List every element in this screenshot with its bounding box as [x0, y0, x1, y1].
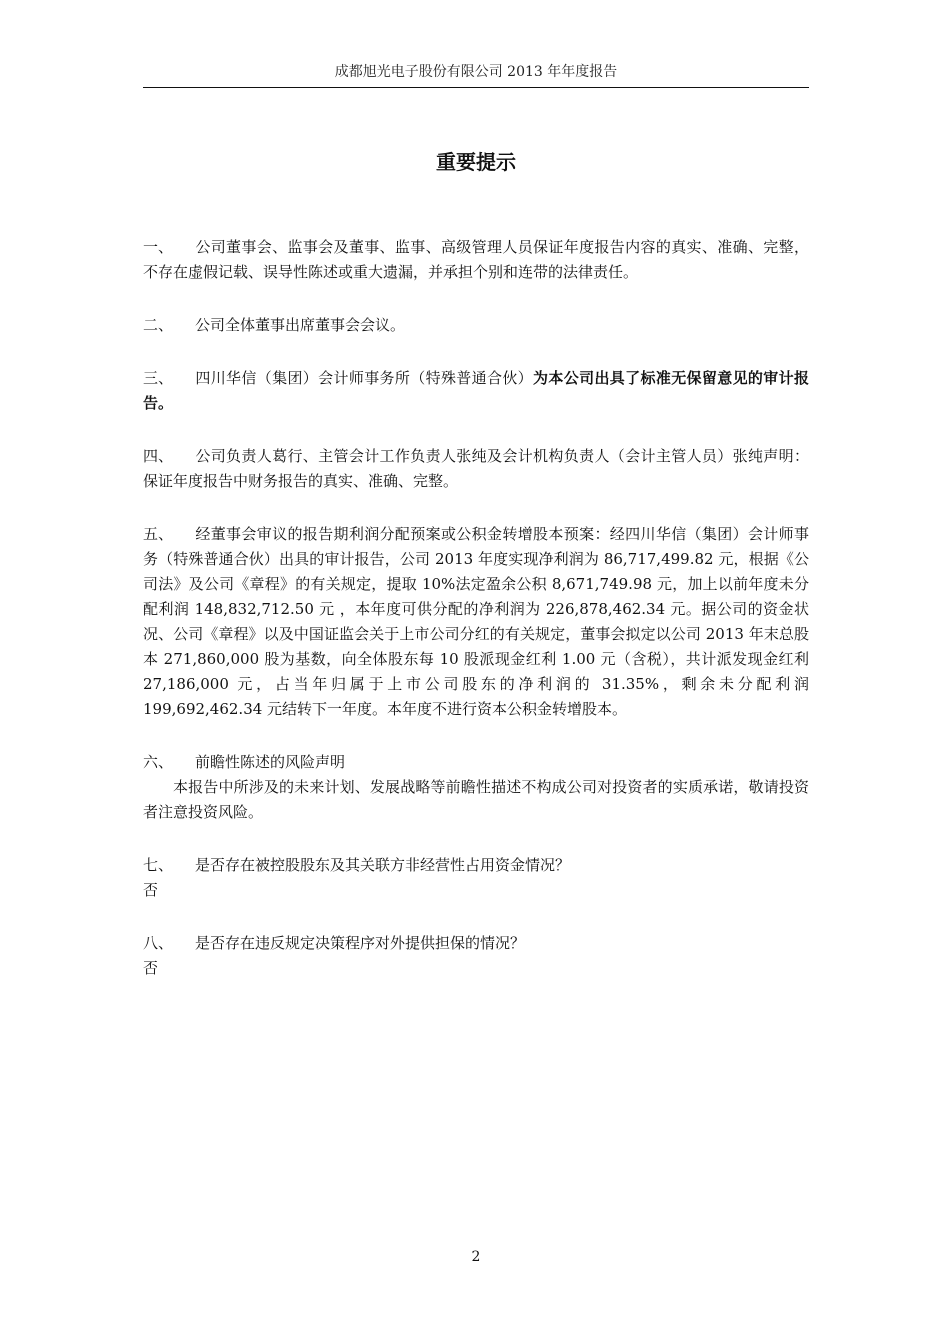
header-divider — [143, 87, 809, 88]
item-text: 前瞻性陈述的风险声明 — [195, 753, 346, 771]
notice-item-1 — [143, 235, 809, 285]
notice-item-4 — [143, 444, 809, 494]
item-text: 是否存在被控股股东及其关联方非经营性占用资金情况？ — [195, 856, 571, 874]
item-text: 是否存在违反规定决策程序对外提供担保的情况？ — [195, 934, 526, 952]
notice-item-3 — [143, 366, 809, 416]
page-header: 成都旭光电子股份有限公司 2013 年年度报告 — [334, 64, 618, 80]
item-number: 七、 — [143, 856, 174, 874]
item-number: 二、 — [143, 316, 174, 334]
item-answer: 否 — [143, 959, 159, 977]
item-text: 公司负责人葛行、主管会计工作负责人张纯及会计机构负责人（会计主管人员）张纯声明：保证年度报告中财务报告的真实、准确、完整。 — [143, 447, 809, 490]
page-title: 重要提示 — [436, 150, 516, 174]
item-text: 公司全体董事出席董事会会议。 — [195, 316, 406, 334]
notice-item-2 — [143, 313, 809, 338]
item-answer: 否 — [143, 881, 159, 899]
notice-item-6 — [143, 750, 809, 825]
item-number: 一、 — [143, 238, 174, 256]
item-number: 四、 — [143, 447, 174, 465]
notice-item-5 — [143, 522, 809, 722]
notice-item-8 — [143, 931, 809, 981]
item-number: 五、 — [143, 525, 174, 543]
notice-list — [143, 235, 809, 1009]
item-text: 公司董事会、监事会及董事、监事、高级管理人员保证年度报告内容的真实、准确、完整，不存在虚假记载、误导性陈述或重大遗漏，并承担个别和连带的法律责任。 — [143, 238, 809, 281]
audit-opinion-text: 为本公司出具了标准无保留意见的审计报告。 — [143, 369, 809, 412]
page-number: 2 — [471, 1249, 481, 1265]
risk-statement-body: 本报告中所涉及的未来计划、发展战略等前瞻性描述不构成公司对投资者的实质承诺，敬请投资者注意投资风险。 — [143, 778, 809, 821]
item-text: 四川华信（集团）会计师事务所（特殊普通合伙） — [195, 369, 534, 387]
item-number: 三、 — [143, 369, 174, 387]
notice-item-7 — [143, 853, 809, 903]
item-number: 六、 — [143, 753, 174, 771]
item-text: 经董事会审议的报告期利润分配预案或公积金转增股本预案：经四川华信（集团）会计师事务（特殊普通合伙）出具的审计报告，公司 2013 年度实现净利润为 86,717,499.82 元，根据《公司法》及公司《章程》的有关规定，提取 10%法定盈余公积 8,671,749.98 元，加上以前年度未分配利润 148,832,712.50 元 ，本年度可供分配的净利润为 226,878,462.34 元。据公司的资金状况、公司《章程》以及中国证监会关于上市公司分红的有关规定，董事会拟定以公司 2013 年末总股本 271,860,000 股为基数，向全体股东每 10 股派现金红利 1.00 元（含税），共计派发现金红利 27,186,000 元，占当年归属于上市公司股东的净利润的 31.35%，剩余未分配利润 199,692,462.34 元结转下一年度。本年度不进行资本公积金转增股本。 — [143, 525, 809, 718]
item-number: 八、 — [143, 934, 174, 952]
